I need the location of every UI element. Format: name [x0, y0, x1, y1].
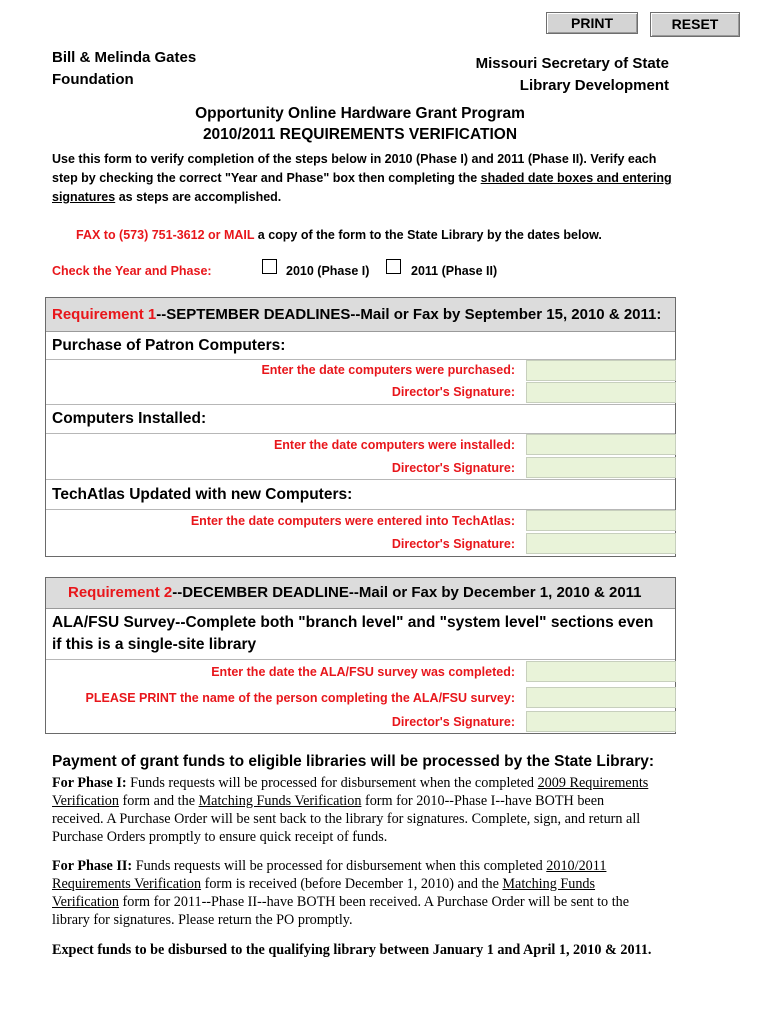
- divider: [46, 404, 675, 405]
- requirement-1-label: Requirement 1: [52, 306, 157, 323]
- payment-closing: Expect funds to be disbursed to the qualifying library between January 1 and April 1, 2010 & 2011.: [52, 942, 652, 958]
- phase-2-link-requirements[interactable]: 2010/2011 Requirements Verification: [52, 858, 607, 892]
- survey-date-input[interactable]: [526, 661, 676, 682]
- techatlas-date-label: Enter the date computers were entered into TechAtlas:: [190, 514, 515, 528]
- agency-line1: Missouri Secretary of State: [475, 55, 669, 72]
- installed-date-input[interactable]: [526, 434, 676, 455]
- purchase-date-label: Enter the date computers were purchased:: [261, 363, 515, 377]
- instructions-text-2: as steps are accomplished.: [115, 190, 282, 204]
- phase-2-link-matching[interactable]: Matching Funds Verification: [52, 876, 596, 910]
- title-line1: Opportunity Online Hardware Grant Program: [195, 105, 525, 122]
- divider: [46, 659, 675, 660]
- requirement-2-header: [46, 578, 675, 609]
- foundation-line1: Bill & Melinda Gates: [52, 49, 197, 66]
- divider: [46, 479, 675, 480]
- phase-2011-label: 2011 (Phase II): [411, 264, 498, 278]
- fax-text: a copy of the form to the State Library by the dates below.: [254, 228, 602, 242]
- section-survey-heading: ALA/FSU Survey--Complete both "branch level" and "system level" sections even if this is a single-site library: [52, 614, 654, 653]
- title-line2: 2010/2011 REQUIREMENTS VERIFICATION: [202, 126, 518, 143]
- phase-2-text-c: form for 2011--Phase II--have BOTH been received. A Purchase Order will be sent to the library for signatures. Please return the PO promptly.: [52, 894, 630, 928]
- foundation-name: [52, 47, 196, 91]
- fax-number: FAX to (573) 751-3612 or MAIL: [76, 228, 255, 242]
- phase-1-label: For Phase I:: [52, 775, 127, 791]
- page-title: [110, 103, 610, 145]
- requirement-1-box: [45, 297, 676, 557]
- purchase-signature-label: Director's Signature:: [391, 385, 515, 399]
- phase-2010-checkbox[interactable]: [262, 259, 277, 274]
- survey-signature-input[interactable]: [526, 711, 676, 732]
- techatlas-signature-label: Director's Signature:: [391, 537, 515, 551]
- purchase-date-input[interactable]: [526, 360, 676, 381]
- purchase-signature-input[interactable]: [526, 382, 676, 403]
- instructions-underlined: shaded date boxes and entering signatures: [52, 171, 672, 204]
- installed-signature-input[interactable]: [526, 457, 676, 478]
- payment-phase-1: [52, 774, 658, 846]
- payment-phase-2: [52, 857, 658, 929]
- installed-date-label: Enter the date computers were installed:: [273, 438, 515, 452]
- techatlas-signature-input[interactable]: [526, 533, 676, 554]
- phase-1-text-b: form and the: [118, 793, 199, 809]
- section-purchase-heading: Purchase of Patron Computers:: [52, 337, 286, 354]
- phase-2-label: For Phase II:: [52, 858, 133, 874]
- phase-label: Check the Year and Phase:: [52, 264, 212, 278]
- survey-person-input[interactable]: [526, 687, 676, 708]
- section-techatlas-heading: TechAtlas Updated with new Computers:: [52, 486, 353, 503]
- requirement-1-header: [46, 298, 675, 332]
- payment-heading: Payment of grant funds to eligible libraries will be processed by the State Library:: [52, 753, 655, 770]
- agency-line2: Library Development: [519, 77, 669, 94]
- fax-instruction: [76, 226, 602, 245]
- techatlas-date-input[interactable]: [526, 510, 676, 531]
- survey-person-label: PLEASE PRINT the name of the person completing the ALA/FSU survey:: [85, 691, 515, 705]
- foundation-line2: Foundation: [52, 71, 134, 88]
- instructions: [52, 150, 672, 207]
- print-button[interactable]: PRINT: [546, 12, 638, 34]
- section-installed-heading: Computers Installed:: [52, 410, 207, 427]
- instructions-text-1: Use this form to verify completion of the steps below in 2010 (Phase I) and 2011 (Phase II). Verify each step by checking the correct "Year and Phase" box then completing the: [52, 152, 657, 185]
- survey-date-label: Enter the date the ALA/FSU survey was completed:: [211, 665, 515, 679]
- requirement-2-label: Requirement 2: [68, 584, 173, 601]
- reset-button[interactable]: RESET: [650, 12, 740, 37]
- phase-1-link-requirements[interactable]: 2009 Requirements Verification: [52, 775, 649, 809]
- requirement-2-box: [45, 577, 676, 734]
- phase-1-link-matching[interactable]: Matching Funds Verification: [198, 793, 362, 809]
- phase-2011-checkbox[interactable]: [386, 259, 401, 274]
- phase-2-text-b: form is received (before December 1, 2010) and the: [201, 876, 503, 892]
- phase-1-text-c: form for 2010--Phase I--have BOTH been received. A Purchase Order will be sent back to the library for signatures. Complete, sign, and return all Purchase Orders promptly to ensure quick receipt of funds.: [52, 793, 641, 845]
- installed-signature-label: Director's Signature:: [391, 461, 515, 475]
- phase-2010-label: 2010 (Phase I): [286, 264, 370, 278]
- phase-2-text-a: Funds requests will be processed for disbursement when this completed: [132, 858, 547, 874]
- agency-name: [476, 53, 669, 97]
- requirement-1-deadline: --SEPTEMBER DEADLINES--Mail or Fax by September 15, 2010 & 2011:: [156, 306, 662, 323]
- phase-1-text-a: Funds requests will be processed for disbursement when the completed: [126, 775, 538, 791]
- requirement-2-deadline: --DECEMBER DEADLINE--Mail or Fax by December 1, 2010 & 2011: [172, 584, 642, 601]
- survey-signature-label: Director's Signature:: [391, 715, 515, 729]
